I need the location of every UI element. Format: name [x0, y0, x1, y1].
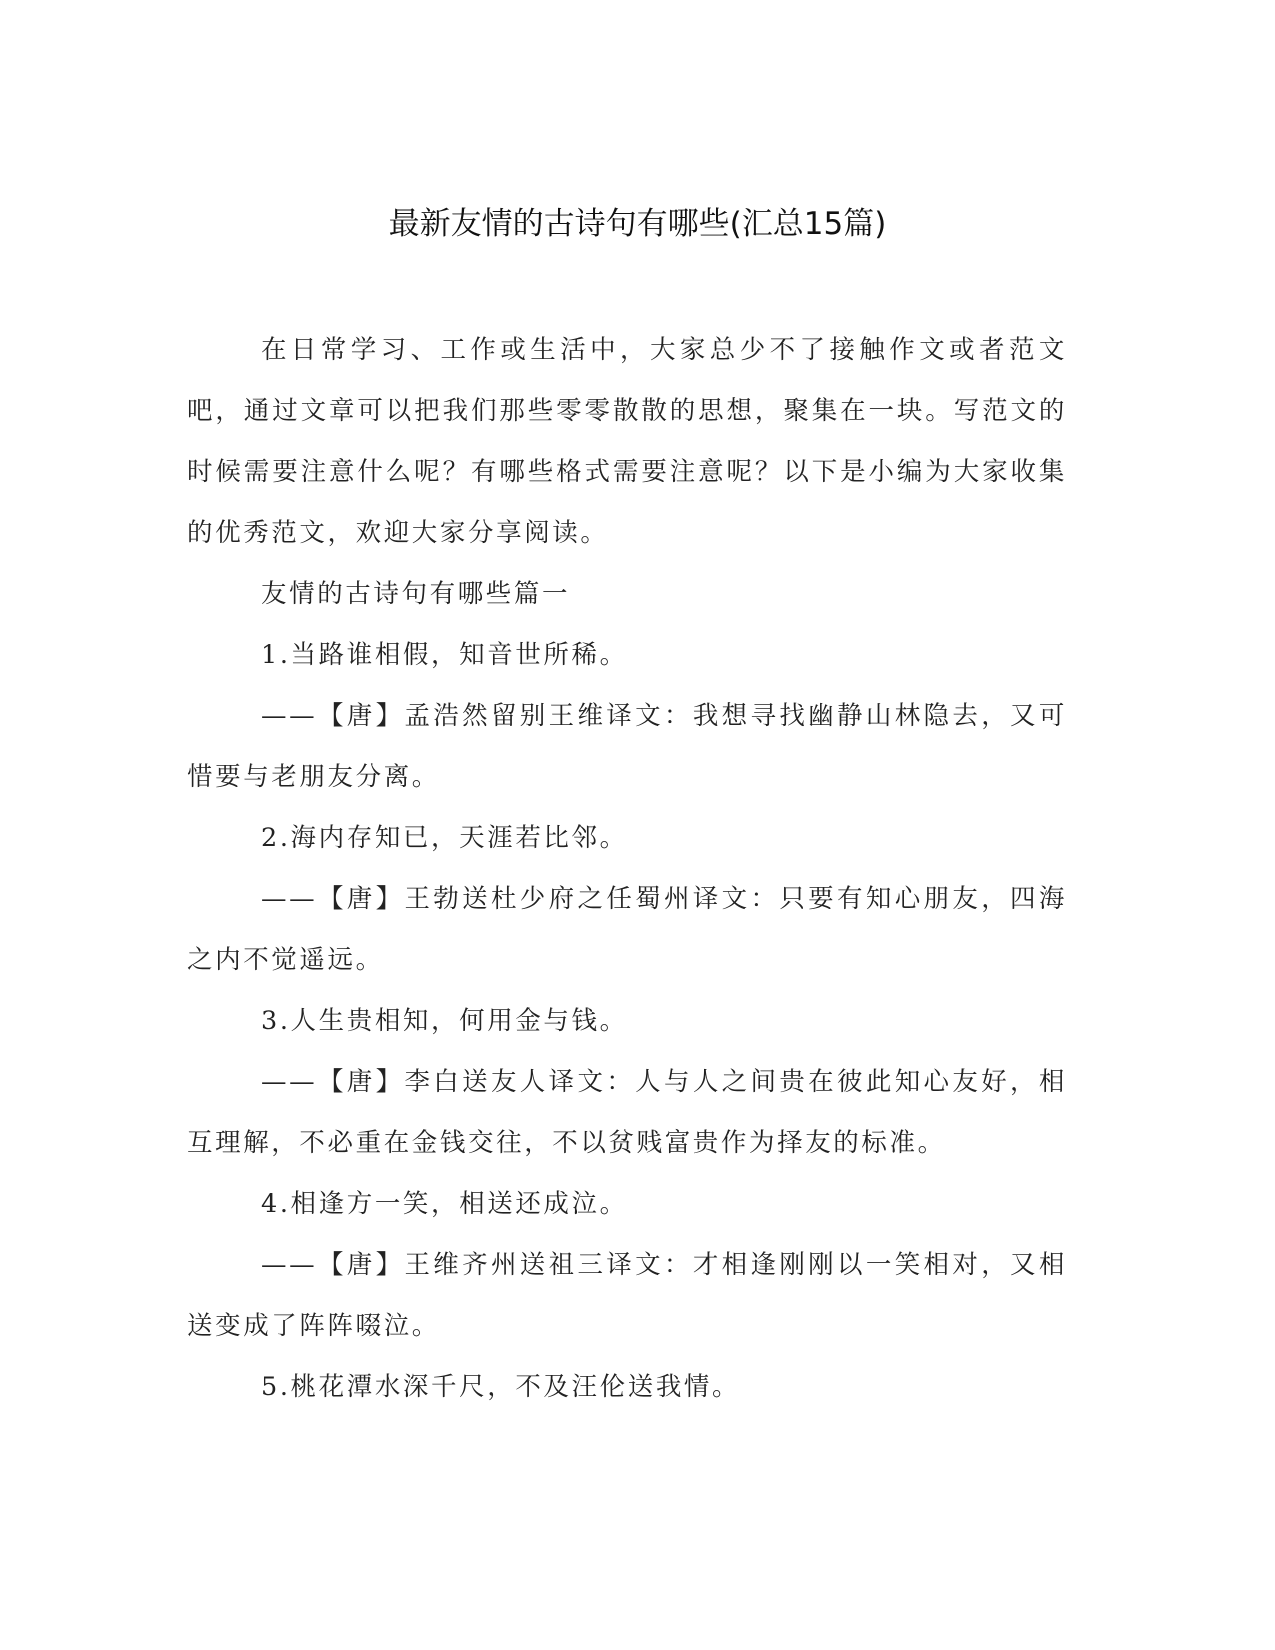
poem-line: 1.当路谁相假，知音世所稀。	[261, 640, 628, 670]
poem-translation: ——【唐】王维齐州送祖三译文：才相逢刚刚以一笑相对，又相送变成了阵阵啜泣。	[187, 1250, 1067, 1341]
poem-translation: ——【唐】王勃送杜少府之任蜀州译文：只要有知心朋友，四海之内不觉遥远。	[187, 884, 1067, 975]
poem-translation: ——【唐】孟浩然留别王维译文：我想寻找幽静山林隐去，又可惜要与老朋友分离。	[187, 701, 1067, 792]
poem-translation: ——【唐】李白送友人译文：人与人之间贵在彼此知心友好，相互理解，不必重在金钱交往，不以贫贱富贵作为择友的标准。	[187, 1067, 1067, 1158]
document-body	[187, 320, 1067, 1418]
section-heading: 友情的古诗句有哪些篇一	[261, 579, 571, 609]
poem-line: 4.相逢方一笑，相送还成泣。	[261, 1189, 628, 1219]
document-title: 最新友情的古诗句有哪些(汇总15篇)	[388, 206, 887, 242]
poem-line: 3.人生贵相知，何用金与钱。	[261, 1006, 628, 1036]
poem-line: 5.桃花潭水深千尺，不及汪伦送我情。	[261, 1372, 741, 1402]
intro-paragraph: 在日常学习、工作或生活中，大家总少不了接触作文或者范文吧，通过文章可以把我们那些零零散散的思想，聚集在一块。写范文的时候需要注意什么呢？有哪些格式需要注意呢？以下是小编为大家收集的优秀范文，欢迎大家分享阅读。	[187, 335, 1067, 548]
poem-line: 2.海内存知已，天涯若比邻。	[261, 823, 628, 853]
